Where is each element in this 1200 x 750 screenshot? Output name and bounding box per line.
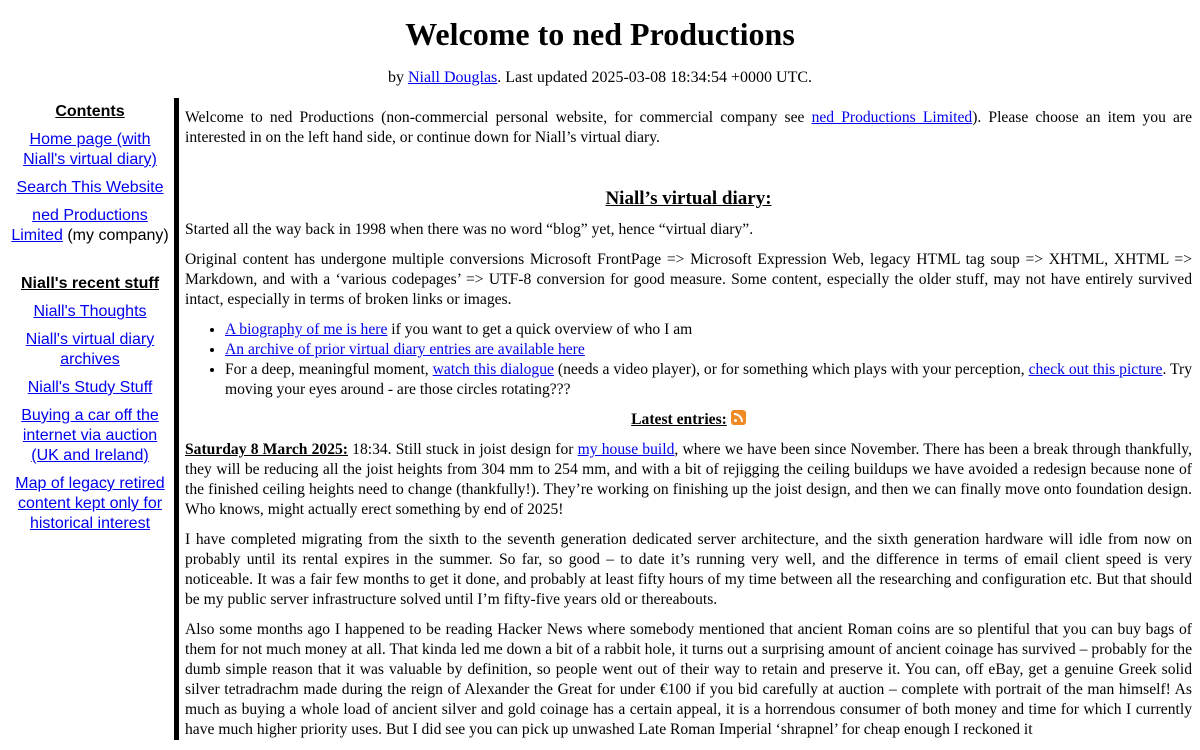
list-item: • A biography of me is here if you want to get a quick overview of who I am [225, 320, 1192, 340]
list-item: • For a deep, meaningful moment, watch this dialogue (needs a video player), or for something which plays with your perception, check out this picture. Try moving your eyes around - are those circles rotating??? [225, 360, 1192, 400]
company-note: (my company) [62, 227, 169, 244]
page-title: Welcome to ned Productions [405, 16, 795, 52]
sidebar-divider [174, 98, 179, 740]
sidebar-item-search[interactable]: Search This Website [16, 179, 164, 196]
latest-entries-heading: Latest entries: [185, 410, 1192, 430]
company-link[interactable]: ned Productions Limited [811, 109, 973, 126]
byline [0, 68, 1200, 88]
picture-link[interactable]: check out this picture [1028, 361, 1163, 378]
house-build-link[interactable]: my house build [577, 441, 675, 458]
dialogue-link[interactable]: watch this dialogue [432, 361, 554, 378]
sidebar-item-car-auction[interactable]: Buying a car off the internet via auction (UK and Ireland) [21, 407, 159, 464]
archive-link[interactable]: An archive of prior virtual diary entries are available here [225, 341, 585, 358]
sidebar-item-study[interactable]: Niall's Study Stuff [27, 379, 153, 396]
entry-paragraph-1: Saturday 8 March 2025: 18:34. Still stuck in joist design for my house build, where we have been since November. There has been a break through thankfully, they will be reducing all the joist heights from 304 mm to 254 mm, and with a bit of rejigging the ceiling buildups we have avoided a redesign because none of the finished ceiling heights need to change (thankfully!). They’re working on finishing up the joist design, and then we can finally move onto foundation design. Who knows, might actually erect something by end of 2025! [185, 441, 1192, 518]
list-item [225, 340, 1192, 360]
main-content [185, 108, 1192, 750]
byline-prefix: by [387, 69, 408, 86]
diary-intro-1: Started all the way back in 1998 when there was no word “blog” yet, hence “virtual diary”. [185, 221, 754, 238]
intro-paragraph: Welcome to ned Productions (non-commercial personal website, for commercial company see ned Productions Limited). Please choose an item you are interested in on the left hand side, or continue down for Niall’s virtual diary. [185, 109, 1193, 146]
sidebar-item-home[interactable]: Home page (with Niall's virtual diary) [23, 131, 157, 168]
rss-feed-icon[interactable] [731, 410, 746, 425]
sidebar-item-company[interactable]: ned Productions Limited [11, 207, 148, 244]
entry-date: Saturday 8 March 2025: [185, 441, 348, 458]
entry-paragraph-2: I have completed migrating from the sixth to the seventh generation dedicated server architecture, and the sixth generation hardware will idle from now on probably until its rental expires in the summer. So far, so good – to date it’s running very well, and the difference in terms of email client speed is very noticeable. It was a fair few months to get it done, and probably at least fifty hours of my time between all the researching and configuration etc. But that should be my public server infrastructure solved until I’m fifty-five years old or thereabouts. [185, 531, 1192, 608]
contents-heading: Contents [55, 103, 125, 120]
sidebar-item-thoughts[interactable]: Niall's Thoughts [33, 303, 147, 320]
biography-link[interactable]: A biography of me is here [225, 321, 388, 338]
diary-intro-2: Original content has undergone multiple conversions Microsoft FrontPage => Microsoft Expression Web, legacy HTML tag soup => XHTML, XHTML => Markdown, and with a ‘various codepages’ => UTF-8 conversion for good measure. Some content, especially the older stuff, may not have entirely survived intact, especially in terms of broken links or images. [185, 251, 1192, 308]
sidebar-item-legacy-map[interactable]: Map of legacy retired content kept only for historical interest [15, 475, 165, 532]
recent-heading: Niall's recent stuff [20, 275, 160, 292]
sidebar-item-diary-archives[interactable]: Niall's virtual diary archives [25, 331, 155, 368]
diary-heading: Niall’s virtual diary: [605, 188, 772, 209]
entry-paragraph-3: Also some months ago I happened to be reading Hacker News where somebody mentioned that ancient Roman coins are so plentiful that you can buy bags of them for not much money at all. That kinda led me down a bit of a rabbit hole, it turns out a surprising amount of ancient coinage has survived – probably for the dumb simple reason that it was valuable by definition, so people went out of their way to retain and preserve it. You can, off eBay, get a genuine Greek solid silver tetradrachm made during the reign of Alexander the Great for under €100 if you bid carefully at auction – complete with portrait of the man himself! As much as buying a whole load of ancient silver and gold coinage has a certain appeal, it is a horrendous consumer of both money and time for which I currently have much higher priority uses. But I did see you can pick up unwashed Late Roman Imperial ‘shrapnel’ for cheap enough I reckoned it [185, 621, 1192, 738]
diary-links-list [185, 320, 1192, 400]
author-link[interactable]: Niall Douglas [407, 69, 498, 86]
sidebar [0, 102, 180, 542]
last-updated: . Last updated 2025-03-08 18:34:54 +0000 UTC. [497, 69, 813, 86]
